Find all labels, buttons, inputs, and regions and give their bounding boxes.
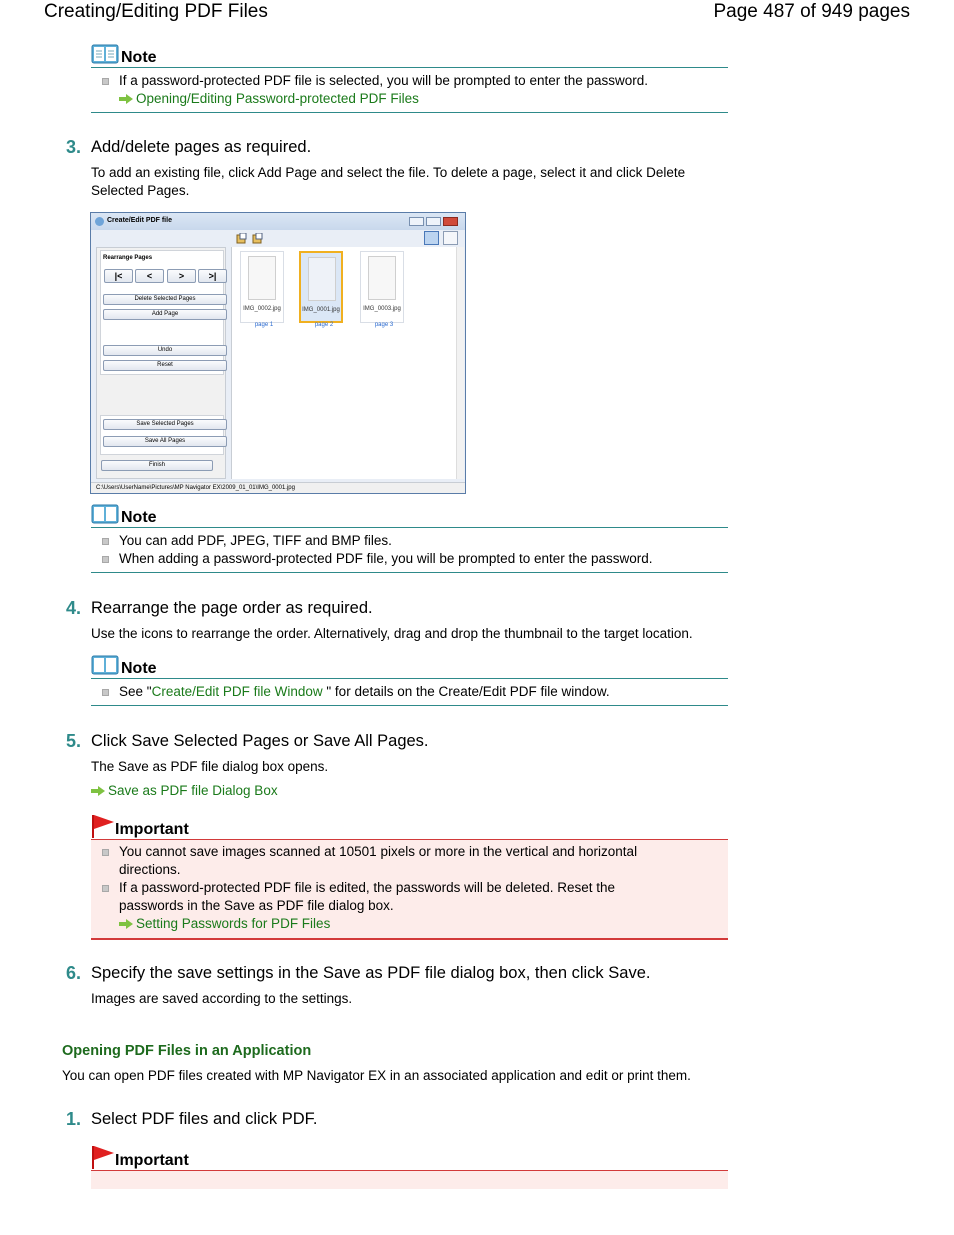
save-group xyxy=(100,415,224,455)
add-page-button[interactable]: Add Page xyxy=(103,309,227,320)
step-title: Click Save Selected Pages or Save All Pages. xyxy=(91,732,429,750)
step-description: To add an existing file, click Add Page and select the file. To delete a page, select it and click Delete Selected Pages. xyxy=(91,165,686,198)
section-description: You can open PDF files created with MP Navigator EX in an associated application and edit or print them. xyxy=(62,1068,691,1083)
page-label: page 3 xyxy=(374,322,394,328)
page-label: page 1 xyxy=(254,322,274,328)
step-description: Images are saved according to the settings. xyxy=(91,991,353,1006)
arrow-right-icon xyxy=(119,919,134,929)
step-number: 4. xyxy=(66,598,82,618)
note-book-icon xyxy=(91,655,119,675)
move-last-button[interactable]: >| xyxy=(198,269,227,283)
status-bar: C:\Users\UserName\Pictures\MP Navigator EX\2009_01_01\IMG_0001.jpg xyxy=(91,482,465,493)
note-book-icon xyxy=(91,504,119,524)
important-flag-icon xyxy=(91,1145,115,1169)
link-setting-passwords[interactable]: Setting Passwords for PDF Files xyxy=(119,916,330,931)
section-heading: Opening PDF Files in an Application xyxy=(62,1043,312,1059)
bullet-icon xyxy=(102,689,109,696)
note-box xyxy=(91,655,728,706)
page-preview xyxy=(368,256,396,300)
rearrange-label: Rearrange Pages xyxy=(103,255,153,261)
close-icon[interactable] xyxy=(443,217,458,226)
list-item: If a password-protected PDF file is selected, you will be prompted to enter the password. Opening/Editing Password-protected PDF Files xyxy=(91,72,728,108)
page-label: page 2 xyxy=(314,322,334,328)
rearrange-group xyxy=(100,250,224,375)
arrow-right-icon xyxy=(119,94,134,104)
note-box xyxy=(91,44,728,113)
page-preview xyxy=(248,256,276,300)
thumbnail-area xyxy=(231,247,464,479)
thumbnail-filename: IMG_0002.jpg xyxy=(243,306,281,312)
save-all-pages-button[interactable]: Save All Pages xyxy=(103,436,227,447)
save-selected-pages-button[interactable]: Save Selected Pages xyxy=(103,419,227,430)
important-title: Important xyxy=(115,1152,189,1169)
bullet-icon xyxy=(102,538,109,545)
link-create-edit-window[interactable]: Create/Edit PDF file Window xyxy=(151,684,323,699)
thumbnail-page-1[interactable] xyxy=(240,251,284,323)
bullet-icon xyxy=(102,78,109,85)
thumbnail-page-3[interactable] xyxy=(360,251,404,323)
full-view-icon[interactable] xyxy=(443,231,458,245)
delete-selected-pages-button[interactable]: Delete Selected Pages xyxy=(103,294,227,305)
thumbnail-view-icon[interactable] xyxy=(424,231,439,245)
create-edit-pdf-window-screenshot xyxy=(90,212,466,494)
thumbnail-filename: IMG_0003.jpg xyxy=(363,306,401,312)
scrollbar[interactable] xyxy=(456,247,464,479)
arrow-right-icon xyxy=(91,786,106,796)
note-title: Note xyxy=(121,660,157,677)
note-box xyxy=(91,504,728,573)
page-info: Page 487 of 949 pages xyxy=(713,1,910,22)
bullet-icon xyxy=(102,556,109,563)
important-box xyxy=(91,1145,728,1189)
left-panel xyxy=(96,247,226,479)
note-title: Note xyxy=(121,509,157,526)
list-item: You cannot save images scanned at 10501 pixels or more in the vertical and horizontal directions. xyxy=(91,843,728,879)
list-item: You can add PDF, JPEG, TIFF and BMP files. xyxy=(91,532,728,550)
important-box xyxy=(91,814,728,940)
step-number: 6. xyxy=(66,963,82,983)
note-title: Note xyxy=(121,49,157,66)
important-flag-icon xyxy=(91,814,115,838)
step-description: The Save as PDF file dialog box opens. xyxy=(91,759,329,774)
step-title: Add/delete pages as required. xyxy=(91,138,312,156)
app-icon xyxy=(95,217,104,226)
bullet-icon xyxy=(102,885,109,892)
undo-button[interactable]: Undo xyxy=(103,345,227,356)
finish-button[interactable]: Finish xyxy=(101,460,213,471)
step-description: Use the icons to rearrange the order. Alternatively, drag and drop the thumbnail to the target location. xyxy=(91,626,693,641)
step-number: 1. xyxy=(66,1109,82,1129)
important-title: Important xyxy=(115,821,189,838)
step-number: 3. xyxy=(66,137,82,157)
maximize-icon[interactable] xyxy=(426,217,441,226)
rotate-icons[interactable] xyxy=(236,233,266,245)
list-item: See "Create/Edit PDF file Window " for details on the Create/Edit PDF file window. xyxy=(91,683,728,701)
list-item: When adding a password-protected PDF file, you will be prompted to enter the password. xyxy=(91,550,728,568)
move-first-button[interactable]: |< xyxy=(104,269,133,283)
minimize-icon[interactable] xyxy=(409,217,424,226)
link-save-as-pdf-dialog[interactable]: Save as PDF file Dialog Box xyxy=(91,782,278,800)
page-preview xyxy=(308,257,336,301)
thumbnail-page-2[interactable] xyxy=(299,251,343,323)
link-opening-password-pdf[interactable]: Opening/Editing Password-protected PDF Files xyxy=(119,91,419,106)
move-next-button[interactable]: > xyxy=(167,269,196,283)
list-item: If a password-protected PDF file is edited, the passwords will be deleted. Reset the passwords in the Save as PDF file dialog box. Setting Passwords for PDF Files xyxy=(91,879,728,933)
bullet-icon xyxy=(102,849,109,856)
move-prev-button[interactable]: < xyxy=(135,269,164,283)
step-title: Rearrange the page order as required. xyxy=(91,599,373,617)
step-title: Specify the save settings in the Save as PDF file dialog box, then click Save. xyxy=(91,964,651,982)
note-book-icon xyxy=(91,44,119,64)
step-number: 5. xyxy=(66,731,82,751)
window-title: Create/Edit PDF file xyxy=(107,217,172,224)
section-title: Creating/Editing PDF Files xyxy=(44,1,268,22)
reset-button[interactable]: Reset xyxy=(103,360,227,371)
thumbnail-filename: IMG_0001.jpg xyxy=(302,307,340,313)
step-title: Select PDF files and click PDF. xyxy=(91,1110,318,1128)
